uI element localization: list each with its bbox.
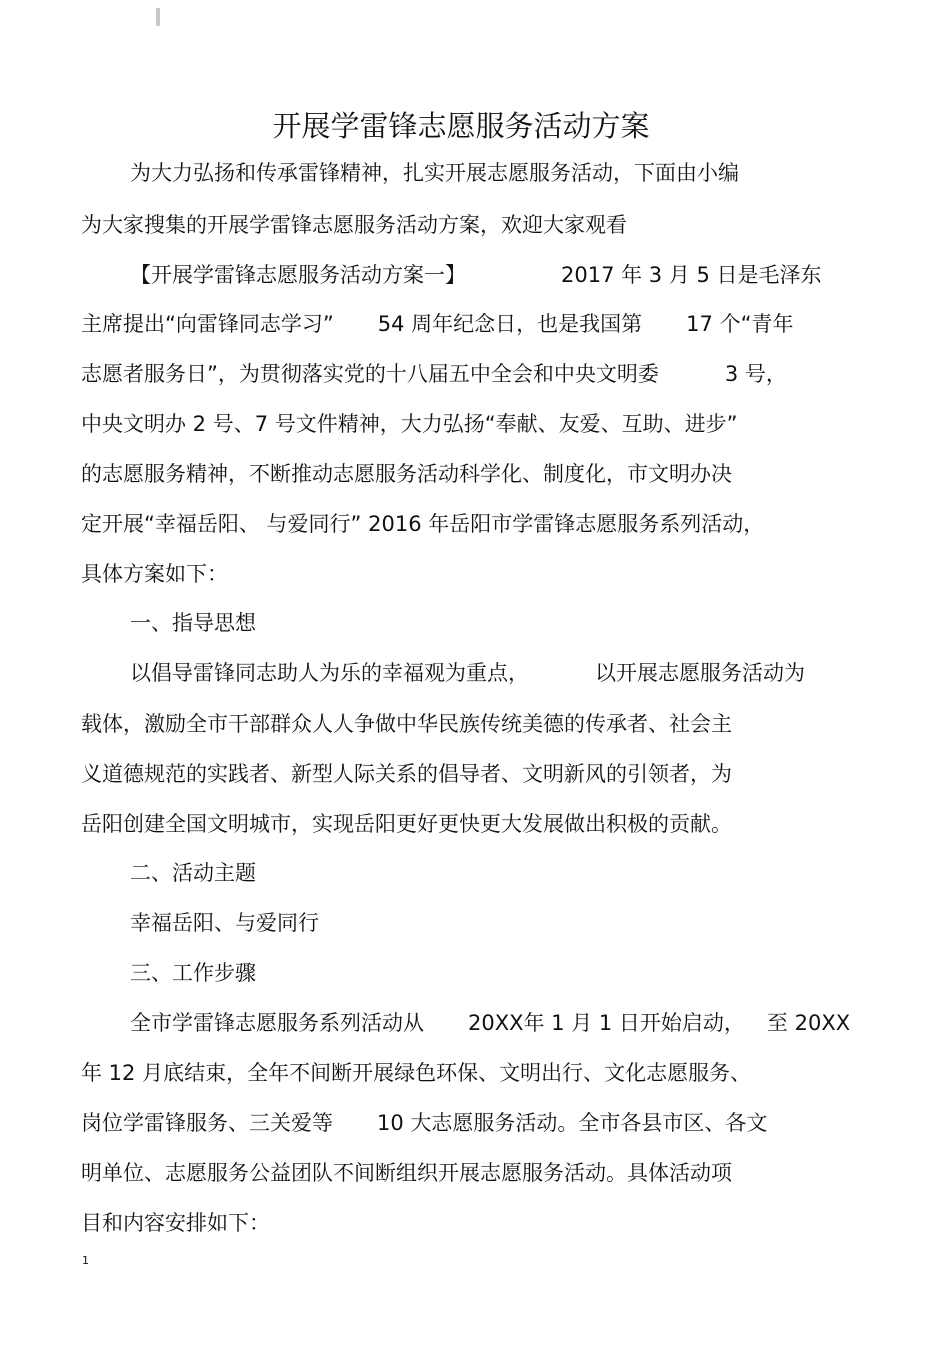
plan-line-7: 具体方案如下：	[81, 562, 228, 586]
section-1-line-1	[130, 658, 805, 688]
page-number: 1	[82, 1254, 89, 1267]
section-1-line-4: 岳阳创建全国文明城市，实现岳阳更好更快更大发展做出积极的贡献。	[81, 812, 732, 836]
document-title: 开展学雷锋志愿服务活动方案	[272, 109, 650, 143]
intro-line-2: 为大家搜集的开展学雷锋志愿服务活动方案，欢迎大家观看	[81, 213, 627, 237]
section-3-line-1	[130, 1008, 850, 1038]
section-1-line-3: 义道德规范的实践者、新型人际关系的倡导者、文明新风的引领者，为	[81, 762, 732, 786]
plan-line-2-c: 17 个“青年	[686, 312, 794, 336]
section-3-line-2: 年 12 月底结束，全年不间断开展绿色环保、文明出行、文化志愿服务、	[81, 1061, 752, 1085]
section-1-line-2: 载体，激励全市干部群众人人争做中华民族传统美德的传承者、社会主	[81, 712, 732, 736]
section-3-line-5: 目和内容安排如下：	[81, 1211, 270, 1235]
section-3-heading: 三、工作步骤	[130, 961, 256, 985]
plan-line-1	[130, 260, 822, 290]
plan-line-4: 中央文明办 2 号、7 号文件精神，大力弘扬“奉献、友爱、互助、进步”	[81, 412, 738, 436]
plan-line-2	[81, 309, 793, 339]
plan-line-6: 定开展“幸福岳阳、 与爱同行” 2016 年岳阳市学雷锋志愿服务系列活动，	[81, 512, 765, 536]
plan-line-2-a: 主席提出“向雷锋同志学习”	[81, 312, 334, 336]
section-3-line-1-b: 20XX年 1 月 1 日开始启动，	[468, 1011, 745, 1035]
plan-heading: 【开展学雷锋志愿服务活动方案一】	[130, 263, 466, 287]
section-3-line-1-a: 全市学雷锋志愿服务系列活动从	[130, 1011, 424, 1035]
plan-line-2-b: 54 周年纪念日，也是我国第	[377, 312, 643, 336]
section-2-theme: 幸福岳阳、与爱同行	[130, 911, 319, 935]
section-3-line-3-b: 10 大志愿服务活动。全市各县市区、各文	[377, 1111, 768, 1135]
section-3-line-1-c: 至 20XX	[766, 1011, 851, 1035]
section-3-line-4: 明单位、志愿服务公益团队不间断组织开展志愿服务活动。具体活动项	[81, 1161, 732, 1185]
plan-line-3-b: 3 号，	[724, 362, 787, 386]
section-1-line-1-a: 以倡导雷锋同志助人为乐的幸福观为重点，	[130, 661, 529, 685]
section-1-heading: 一、指导思想	[130, 611, 256, 635]
section-1-line-1-b: 以开展志愿服务活动为	[595, 661, 805, 685]
section-2-heading: 二、活动主题	[130, 861, 256, 885]
section-3-line-3-a: 岗位学雷锋服务、三关爱等	[81, 1111, 333, 1135]
plan-line-1-tail: 2017 年 3 月 5 日是毛泽东	[561, 263, 822, 287]
section-3-line-3	[81, 1108, 767, 1138]
plan-line-3	[81, 359, 787, 389]
scan-mark	[156, 8, 160, 26]
intro-line-1: 为大力弘扬和传承雷锋精神，扎实开展志愿服务活动，下面由小编	[130, 161, 739, 185]
plan-line-5: 的志愿服务精神，不断推动志愿服务活动科学化、制度化，市文明办决	[81, 462, 732, 486]
plan-line-3-a: 志愿者服务日”，为贯彻落实党的十八届五中全会和中央文明委	[81, 362, 659, 386]
